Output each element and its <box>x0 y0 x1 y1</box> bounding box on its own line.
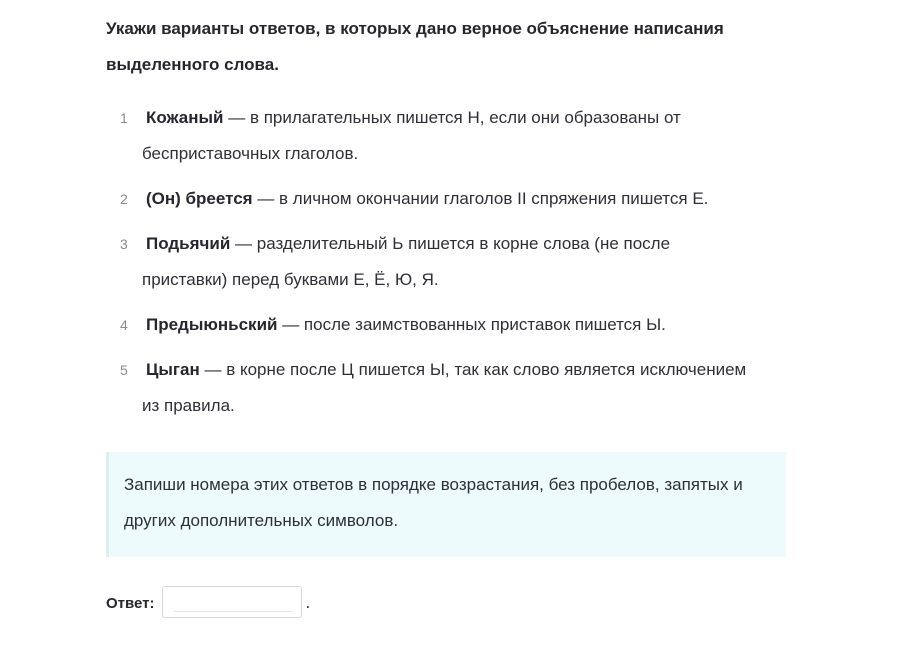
option-explanation: — в корне после Ц пишется Ы, так как слово является исключением из правила. <box>142 360 747 415</box>
question-text: Укажи варианты ответов, в которых дано верное объяснение написания выделенного слова. <box>106 19 724 74</box>
answer-option-1 <box>120 100 760 172</box>
answer-suffix: . <box>305 593 311 612</box>
answer-option-5 <box>120 352 760 424</box>
answer-options-list <box>120 100 760 433</box>
answer-label: Ответ: <box>106 594 155 612</box>
option-number: 3 <box>120 236 128 252</box>
option-highlighted-word: (Он) бреется <box>146 189 253 208</box>
answer-option-4 <box>120 307 760 343</box>
option-number: 1 <box>120 110 128 126</box>
answer-row <box>106 586 310 620</box>
option-highlighted-word: Цыган <box>146 360 200 379</box>
answer-option-2 <box>120 181 760 217</box>
option-explanation: — в личном окончании глаголов II спряжения пишется Е. <box>252 189 709 208</box>
option-highlighted-word: Кожаный <box>146 108 224 127</box>
option-number: 2 <box>120 191 128 207</box>
option-explanation: — после заимствованных приставок пишется Ы. <box>277 315 666 334</box>
option-explanation: — разделительный Ь пишется в корне слова (не после приставки) перед буквами Е, Ё, Ю, Я. <box>142 234 671 289</box>
answer-option-3 <box>120 226 760 298</box>
option-number: 4 <box>120 317 128 333</box>
option-highlighted-word: Предыюньский <box>146 315 278 334</box>
instruction-text: Запиши номера этих ответов в порядке возрастания, без пробелов, запятых и других дополнительных символов. <box>124 475 743 530</box>
option-explanation: — в прилагательных пишется Н, если они образованы от бесприставочных глаголов. <box>142 108 681 163</box>
input-underline <box>174 611 292 612</box>
option-highlighted-word: Подьячий <box>146 234 231 253</box>
option-number: 5 <box>120 362 128 378</box>
answer-input-wrapper <box>162 586 304 620</box>
instruction-box <box>106 452 786 557</box>
answer-input[interactable] <box>162 586 302 618</box>
